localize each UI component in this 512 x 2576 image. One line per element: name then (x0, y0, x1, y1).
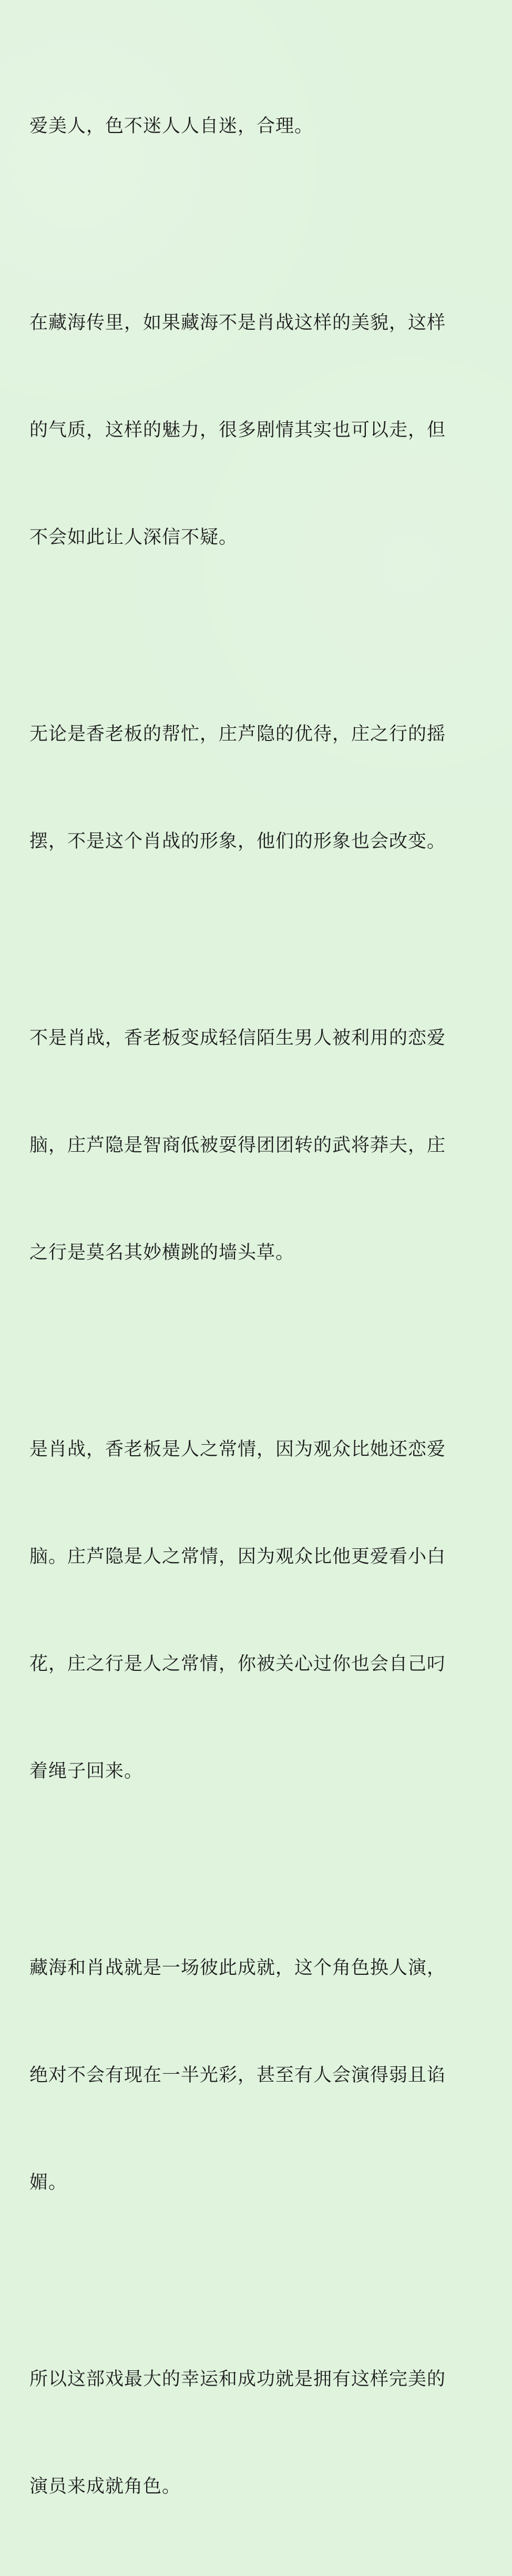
text-line: 脑，庄芦隐是智商低被耍得团团转的武将莽夫，庄 (29, 1135, 446, 1156)
text-line: 的气质，这样的魅力，很多剧情其实也可以走，但 (29, 420, 446, 441)
paragraph-1 (29, 37, 482, 216)
paragraph-2 (29, 234, 482, 627)
text-line: 爱美人，色不迷人人自迷，合理。 (29, 116, 314, 137)
paragraph-5 (29, 1360, 482, 1861)
paragraph-6 (29, 1879, 482, 2272)
text-line: 是肖战，香老板是人之常情，因为观众比她还恋爱 (29, 1439, 446, 1460)
text-line: 在藏海传里，如果藏海不是肖战这样的美貌，这样 (29, 312, 446, 333)
text-line: 不会如此让人深信不疑。 (29, 527, 238, 548)
text-line: 无论是香老板的帮忙，庄芦隐的优待，庄之行的摇 (29, 724, 446, 745)
text-line: 之行是莫名其妙横跳的墙头草。 (29, 1242, 295, 1263)
text-line: 所以这部戏最大的幸运和成功就是拥有这样完美的 (29, 2369, 446, 2390)
text-line: 演员来成就角色。 (29, 2476, 181, 2497)
text-line: 媚。 (29, 2172, 68, 2193)
paragraph-4 (29, 949, 482, 1342)
text-line: 脑。庄芦隐是人之常情，因为观众比他更爱看小白 (29, 1546, 446, 1567)
text-line: 着绳子回来。 (29, 1761, 144, 1782)
text-line: 藏海和肖战就是一场彼此成就，这个角色换人演， (29, 1958, 446, 1979)
paragraph-7 (29, 2290, 482, 2576)
paragraph-3 (29, 645, 482, 931)
text-line: 不是肖战，香老板变成轻信陌生男人被利用的恋爱 (29, 1028, 446, 1049)
text-line: 绝对不会有现在一半光彩，甚至有人会演得弱且谄 (29, 2065, 446, 2086)
text-line: 花，庄之行是人之常情，你被关心过你也会自己叼 (29, 1654, 446, 1675)
text-line: 摆，不是这个肖战的形象，他们的形象也会改变。 (29, 831, 446, 852)
